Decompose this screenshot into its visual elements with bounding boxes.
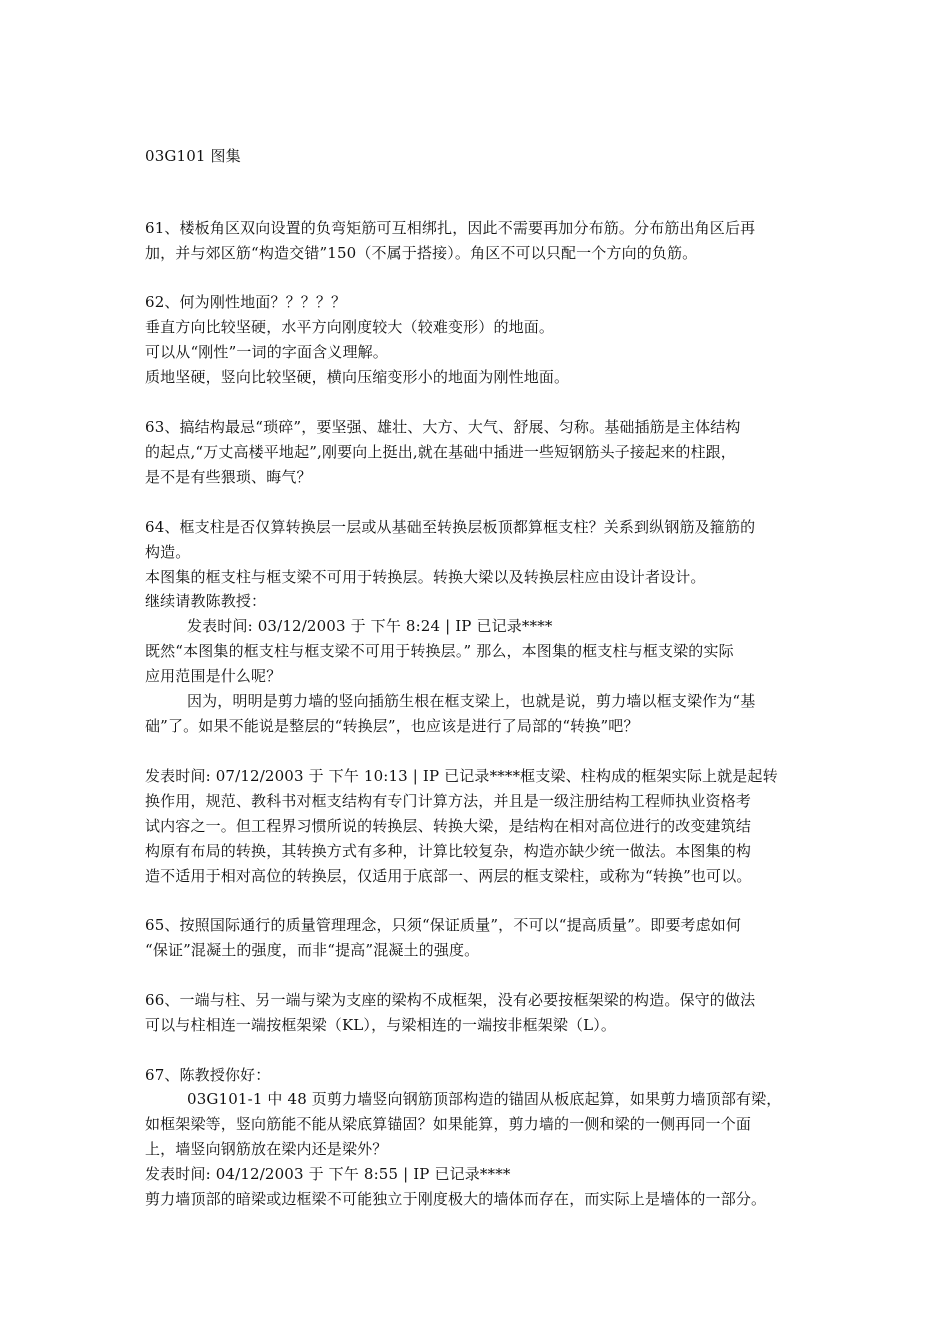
text-line: 64、框支柱是否仅算转换层一层或从基础至转换层板顶都算框支柱？关系到纵钢筋及箍筋的	[145, 518, 756, 536]
text-line: 本图集的框支柱与框支梁不可用于转换层。转换大梁以及转换层柱应由设计者设计。	[145, 568, 706, 586]
text-line: 03G101-1 中 48 页剪力墙竖向钢筋顶部构造的锚固从板底起算，如果剪力墙顶部有梁，	[187, 1090, 782, 1108]
text-line: 的起点,“万丈高楼平地起”,刚要向上挺出,就在基础中插进一些短钢筋头子接起来的柱跟，	[145, 443, 736, 461]
text-line: 试内容之一。但工程界习惯所说的转换层、转换大梁，是结构在相对高位进行的改变建筑结	[145, 817, 752, 835]
text-line: 既然“本图集的框支柱与框支梁不可用于转换层。” 那么，本图集的框支柱与框支梁的实际	[145, 642, 734, 660]
text-line: 剪力墙顶部的暗梁或边框梁不可能独立于刚度极大的墙体而存在，而实际上是墙体的一部分。	[145, 1190, 767, 1208]
document-title: 03G101 图集	[145, 147, 241, 165]
text-line: 是不是有些猥琐、晦气？	[145, 468, 312, 486]
post-meta: 发表时间: 04/12/2003 于 下午 8:55 | IP 已记录****	[145, 1165, 511, 1183]
post-meta: 发表时间: 03/12/2003 于 下午 8:24 | IP 已记录****	[187, 617, 553, 635]
text-line: 61、楼板角区双向设置的负弯矩筋可互相绑扎，因此不需要再加分布筋。分布筋出角区后再	[145, 219, 756, 237]
text-line: 础”了。如果不能说是整层的“转换层”，也应该是进行了局部的“转换”吧？	[145, 717, 639, 735]
text-line: 继续请教陈教授：	[145, 592, 267, 610]
text-line: 换作用，规范、教科书对框支结构有专门计算方法，并且是一级注册结构工程师执业资格考	[145, 792, 752, 810]
text-line: 67、陈教授你好：	[145, 1066, 271, 1084]
text-line: “保证”混凝土的强度，而非“提高”混凝土的强度。	[145, 941, 480, 959]
text-line: 加，并与郊区筋“构造交错”150（不属于搭接）。角区不可以只配一个方向的负筋。	[145, 244, 698, 262]
text-line: 可以与柱相连一端按框架梁（KL），与梁相连的一端按非框架梁（L）。	[145, 1016, 617, 1034]
text-line: 造不适用于相对高位的转换层，仅适用于底部一、两层的框支梁柱，或称为“转换”也可以。	[145, 867, 752, 885]
text-line: 垂直方向比较坚硬，水平方向刚度较大（较难变形）的地面。	[145, 318, 555, 336]
text-line: 65、按照国际通行的质量管理理念，只须“保证质量”，不可以“提高质量”。即要考虑如何	[145, 916, 742, 934]
text-line: 可以从“刚性”一词的字面含义理解。	[145, 343, 388, 361]
text-line: 66、一端与柱、另一端与梁为支座的梁构不成框架，没有必要按框架梁的构造。保守的做法	[145, 991, 756, 1009]
text-line: 构原有布局的转换，其转换方式有多种，计算比较复杂，构造亦缺少统一做法。本图集的构	[145, 842, 752, 860]
text-line: 应用范围是什么呢？	[145, 667, 282, 685]
text-line: 63、搞结构最忌“琐碎”，要坚强、雄壮、大方、大气、舒展、匀称。基础插筋是主体结构	[145, 418, 741, 436]
text-line: 因为，明明是剪力墙的竖向插筋生根在框支梁上，也就是说，剪力墙以框支梁作为“基	[187, 692, 756, 710]
text-line: 上，墙竖向钢筋放在梁内还是梁外？	[145, 1140, 388, 1158]
text-line: 62、何为刚性地面？？？？？	[145, 293, 347, 311]
text-line: 质地坚硬，竖向比较坚硬，横向压缩变形小的地面为刚性地面。	[145, 368, 570, 386]
text-line: 构造。	[145, 543, 191, 561]
post-meta: 发表时间: 07/12/2003 于 下午 10:13 | IP 已记录****框支梁、柱构成的框架实际上就是起转	[145, 767, 778, 785]
text-line: 如框架梁等，竖向筋能不能从梁底算锚固？如果能算，剪力墙的一侧和梁的一侧再同一个面	[145, 1115, 752, 1133]
